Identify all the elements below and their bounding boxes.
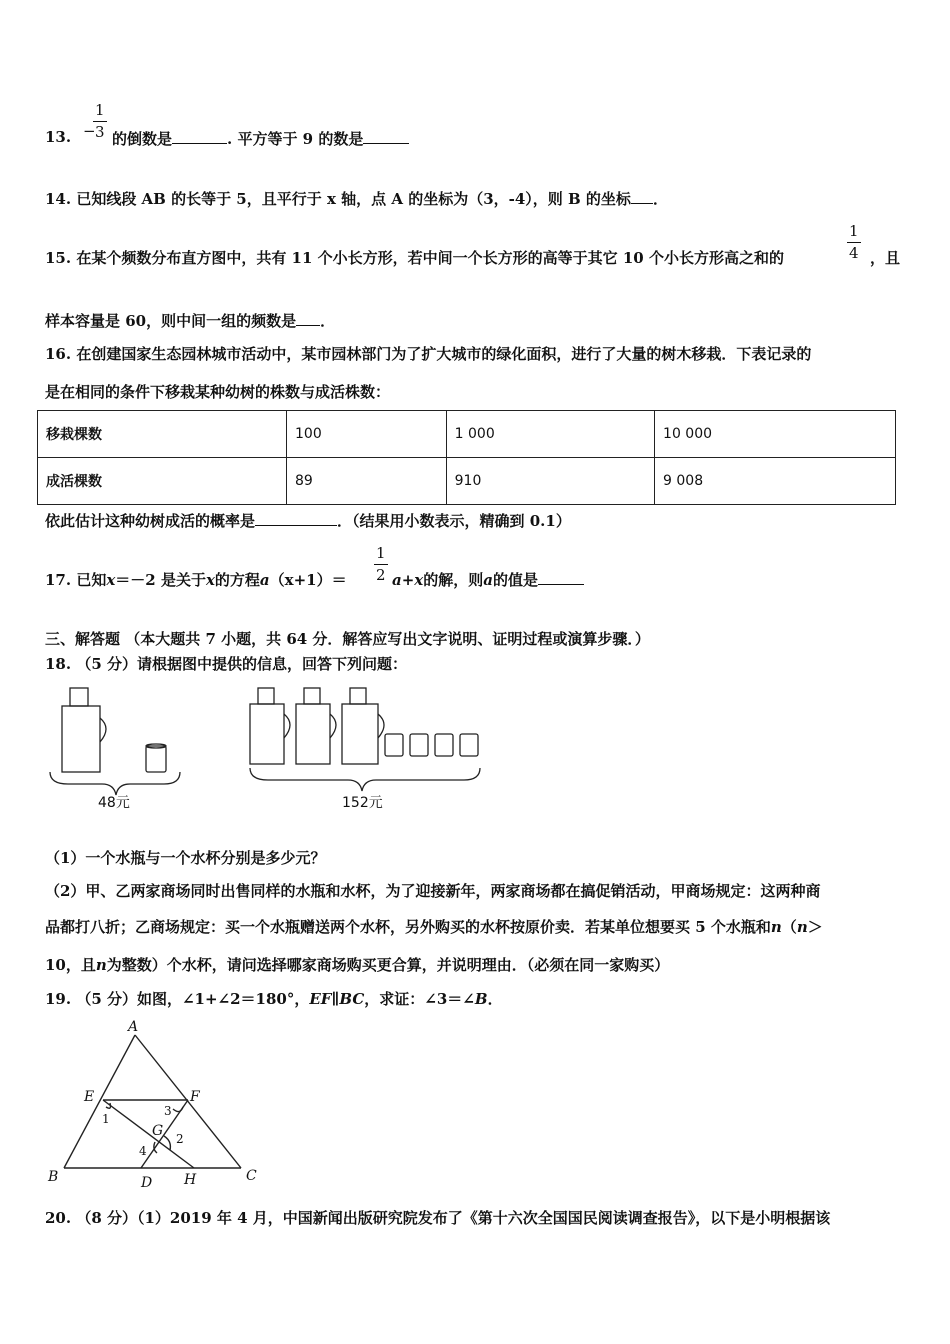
q13-fraction [93,103,107,140]
q17-text: 17. 已知x＝－2 是关于x的方程a（x+1）＝ [45,571,347,589]
label-A: A [128,1019,139,1035]
q17-blank[interactable] [538,570,584,585]
q13-frac-den: 3 [95,123,105,141]
q16-blank[interactable] [255,511,337,526]
q18-part2-line2-b: （ [781,918,797,936]
q17-text-b: ＝－2 是关于 [115,571,206,589]
q14-body: 14. 已知线段 AB 的长等于 5，且平行于 x 轴，点 A 的坐标为（3，-4），则 B 的坐标 [45,190,631,208]
q17-text-tail: a+x的解，则a的值是 [392,569,584,590]
q14-text: 14. 已知线段 AB 的长等于 5，且平行于 x 轴，点 A 的坐标为（3，-4），则 B 的坐标 ． [45,190,668,208]
bottle-body-shape [62,706,100,772]
q18-part2-line2-c: ＞ [807,918,823,936]
q19-ef-bc: EF∥BC [309,990,365,1008]
q18-part2-line2-a: 品都打八折；乙商场规定：买一个水瓶赠送两个水杯，另外购买的水杯按原价卖．若某单位想要买 5 个水瓶和 [45,918,771,936]
q19-text-b: ，求证：∠3＝∠ [364,990,475,1008]
q13-text-a: 的倒数是 [112,130,173,148]
section3-heading: 三、解答题 （本大题共 7 小题，共 64 分．解答应写出文字说明、证明过程或演算步骤．） [45,630,650,648]
bottle-cap-shape [70,688,88,706]
label-D: D [141,1175,153,1191]
q17-text-e: a+x [392,571,424,589]
q17-frac-den: 2 [376,566,386,584]
bottle-handle-shape [100,718,106,742]
q19-text-a: 19. （5 分）如图，∠1+∠2＝180°， [45,990,310,1008]
q15-text-end: ，且 [870,249,901,267]
q18-label-left: 48元 [98,795,130,811]
table-cell: 910 [446,458,654,505]
label-C: C [246,1168,257,1184]
q16-table [37,410,896,505]
q15-blank[interactable] [296,311,320,326]
q18-var-n: n [770,918,782,936]
table-cell: 89 [287,458,447,505]
q18-text: 18. （5 分）请根据图中提供的信息，回答下列问题： [45,655,407,673]
q16-line1: 16. 在创建国家生态园林城市活动中，某市园林部门为了扩大城市的绿化面积，进行了大量的树木移栽．下表记录的 [45,345,812,363]
q17-text-a: 17. 已知 [45,571,107,589]
q13-number: 13. [45,128,72,146]
label-G: G [152,1123,164,1139]
q19-var-b: B [474,990,488,1008]
q18-part2-line1: （2）甲、乙两家商场同时出售同样的水瓶和水杯，为了迎接新年，两家商场都在搞促销活动，甲商场规定：这两种商 [45,882,821,900]
q15-fraction [847,224,861,261]
q16-line2: 是在相同的条件下移栽某种幼树的株数与成活株数： [45,383,391,401]
table-cell: 10 000 [655,411,896,458]
label-E: E [84,1089,95,1105]
q15-text-c: 样本容量是 60，则中间一组的频数是 [45,312,297,330]
q15-frac-num: 1 [849,222,859,240]
q14-blank[interactable] [631,189,653,204]
table-row-label: 成活棵数 [38,458,287,505]
table-cell: 1 000 [446,411,654,458]
q15-frac-den: 4 [849,244,859,262]
q17-text-g: 的值是 [492,571,538,589]
q13-blank-1[interactable] [172,129,227,144]
q17-text-d: （x+1）＝ [269,571,347,589]
q18-part2-line3-a: 10，且 [45,956,96,974]
q17-var-x: x [106,571,116,589]
table-row [38,411,896,458]
q15-text-line2: 样本容量是 60，则中间一组的频数是 ． [45,312,336,330]
q17-fraction [374,546,388,583]
table-row [38,458,896,505]
q13-frac-num: 1 [95,101,105,119]
q19-text [45,988,503,1009]
q17-text-c: 的方程 [214,571,260,589]
q13-blank-2[interactable] [363,129,409,144]
q17-text-f: 的解，则 [423,571,484,589]
cup-shape [146,746,166,772]
q18-part2-line3-b: 为整数）个水杯，请问选择哪家商场购买更合算，并说明理由．（必须在同一家购买） [106,956,670,974]
q18-label-right: 152元 [342,795,383,811]
table-row-label: 移栽棵数 [38,411,287,458]
q16-after-b: ．（结果用小数表示，精确到 0.1） [337,512,571,530]
label-F: F [190,1089,200,1105]
q19-text-c: ． [487,990,503,1008]
q18-part2-line2: 品都打八折；乙商场规定：买一个水瓶赠送两个水杯，另外购买的水杯按原价卖．若某单位想要买 5 个水瓶和n（n＞ [45,918,823,936]
q16-after [45,510,571,531]
q16-after-a: 依此估计这种幼树成活的概率是 [45,512,256,530]
q18-part1: （1）一个水瓶与一个水杯分别是多少元？ [45,849,326,867]
q17-frac-num: 1 [376,544,386,562]
q13-text [112,128,409,149]
q19-geometry-figure [40,1015,280,1195]
q20-text: 20. （8 分）（1）2019 年 4 月，中国新闻出版研究院发布了《第十六次全国国民阅读调查报告》，以下是小明根据该 [45,1209,831,1227]
q13-text-b: . 平方等于 9 的数是 [227,130,364,148]
angle-label-4: 4 [139,1144,147,1158]
q18-part2-line3: 10，且n为整数）个水杯，请问选择哪家商场购买更合算，并说明理由．（必须在同一家购买） [45,956,670,974]
q15-text [45,247,784,268]
angle-label-3: 3 [164,1104,172,1118]
q15-text-a: 15. 在某个频数分布直方图中，共有 11 个小长方形，若中间一个长方形的高等于其它 10 个小长方形高之和的 [45,249,784,267]
q17-var-a: a [259,571,270,589]
angle-label-1: 1 [102,1112,110,1126]
table-cell: 100 [287,411,447,458]
angle-label-2: 2 [176,1132,184,1146]
label-B: B [48,1169,59,1185]
table-cell: 9 008 [655,458,896,505]
label-H: H [184,1172,197,1188]
q13-minus-sign: − [83,122,96,140]
